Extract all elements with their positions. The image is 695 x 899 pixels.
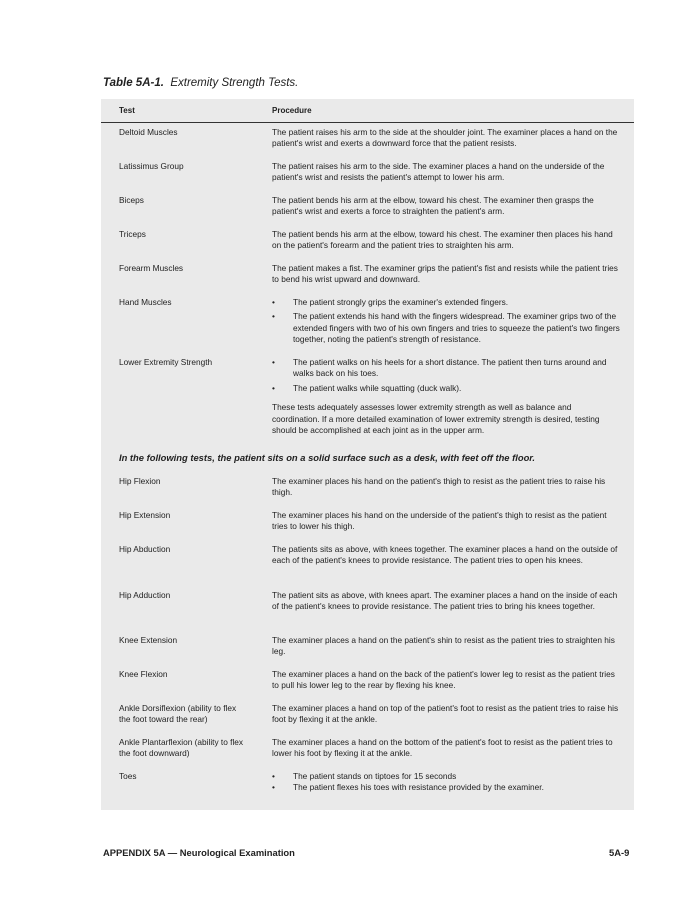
test-procedure: The patient bends his arm at the elbow, toward his chest. The examiner then grasps the patient's wrist and exerts a force to straighten the patient's arm. — [272, 195, 594, 217]
test-procedure: The patient bends his arm at the elbow, toward his chest. The examiner then places his hand on the patient's forearm and the patient tries to straighten his arm. — [272, 229, 613, 251]
bullet-item: • The patient walks on his heels for a short distance. The patient then turns around and walks back on his toes. — [272, 357, 620, 380]
test-procedure: The patient makes a fist. The examiner grips the patient's fist and resists while the patient tries to bend his wrist upward and downward. — [272, 263, 618, 285]
bullet-item: • The patient flexes his toes with resistance provided by the examiner. — [272, 782, 620, 793]
test-name: Ankle Dorsiflexion (ability to flex the foot toward the rear) — [119, 703, 237, 725]
table-caption — [103, 77, 298, 89]
test-name: Hip Flexion — [119, 476, 161, 486]
header-test: Test — [119, 106, 135, 115]
footer-section-title: APPENDIX 5A — Neurological Examination — [103, 847, 295, 858]
bullet-list — [272, 771, 620, 794]
test-procedure: The examiner places his hand on the patient's thigh to resist as the patient tries to raise his thigh. — [272, 476, 606, 498]
table-header — [101, 99, 634, 123]
footer-page-number: 5A-9 — [609, 847, 630, 858]
test-name: Lower Extremity Strength — [119, 357, 213, 367]
test-name: Toes — [119, 771, 137, 781]
test-name: Knee Flexion — [119, 669, 168, 679]
test-procedure — [272, 297, 620, 349]
test-procedure: The examiner places his hand on the underside of the patient's thigh to resist as the patient tries to lower his thigh. — [272, 510, 607, 532]
test-procedure: The examiner places a hand on the back of the patient's lower leg to resist as the patient tries to pull his lower leg to the rear by flexing his knee. — [272, 669, 615, 691]
test-name: Hip Adduction — [119, 590, 171, 600]
table-number: Table 5A-1. — [103, 77, 164, 89]
test-name: Forearm Muscles — [119, 263, 184, 273]
test-name: Triceps — [119, 229, 146, 239]
test-procedure: The examiner places a hand on the bottom of the patient's foot to resist as the patient tries to lower his foot by flexing it at the ankle. — [272, 737, 613, 759]
bullet-item: • The patient extends his hand with the fingers widespread. The examiner grips two of the extended fingers with two of his own fingers and tries to squeeze the patient's two fingers together, noting the patient's strength of resistance. — [272, 311, 620, 345]
test-name: Latissimus Group — [119, 161, 184, 171]
bullet-item: • The patient walks while squatting (duck walk). — [272, 383, 620, 394]
header-procedure: Procedure — [272, 106, 312, 115]
bullet-list — [272, 297, 620, 346]
test-name: Ankle Plantarflexion (ability to flex the foot downward) — [119, 737, 244, 759]
bullet-item: • The patient stands on tiptoes for 15 seconds — [272, 771, 620, 782]
table-title: Extremity Strength Tests. — [170, 77, 299, 89]
section-note: In the following tests, the patient sits on a solid surface such as a desk, with feet off the floor. — [119, 452, 536, 463]
test-procedure: The patient sits as above, with knees apart. The examiner places a hand on the inside of each of the patient's knees to provide resistance. The patient tries to bring his knees together. — [272, 590, 618, 612]
test-procedure — [272, 357, 620, 436]
test-name: Hip Abduction — [119, 544, 171, 554]
test-name: Biceps — [119, 195, 144, 205]
test-name: Hand Muscles — [119, 297, 172, 307]
test-procedure: The patient raises his arm to the side at the shoulder joint. The examiner places a hand on the patient's wrist and exerts a downward force that the patient resists. — [272, 127, 618, 149]
test-procedure: The patients sits as above, with knees together. The examiner places a hand on the outside of each of the patient's knees to provide resistance. The patient tries to open his knees. — [272, 544, 618, 566]
bullet-list — [272, 357, 620, 394]
test-name: Hip Extension — [119, 510, 171, 520]
test-procedure — [272, 771, 620, 794]
test-name: Knee Extension — [119, 635, 178, 645]
test-name: Deltoid Muscles — [119, 127, 178, 137]
procedure-note: These tests adequately assesses lower extremity strength as well as balance and coordination. If a more detailed examination of lower extremity strength is desired, testing should be accomplished at each joint as in the upper arm. — [272, 402, 600, 436]
test-procedure: The examiner places a hand on the patient's shin to resist as the patient tries to straighten his leg. — [272, 635, 615, 657]
test-procedure: The examiner places a hand on top of the patient's foot to resist as the patient tries to raise his foot by flexing it at the ankle. — [272, 703, 619, 725]
test-procedure: The patient raises his arm to the side. The examiner places a hand on the underside of the patient's wrist and resists the patient's attempt to lower his arm. — [272, 161, 605, 183]
bullet-item: • The patient strongly grips the examiner's extended fingers. — [272, 297, 620, 308]
strength-tests-table — [101, 99, 634, 810]
